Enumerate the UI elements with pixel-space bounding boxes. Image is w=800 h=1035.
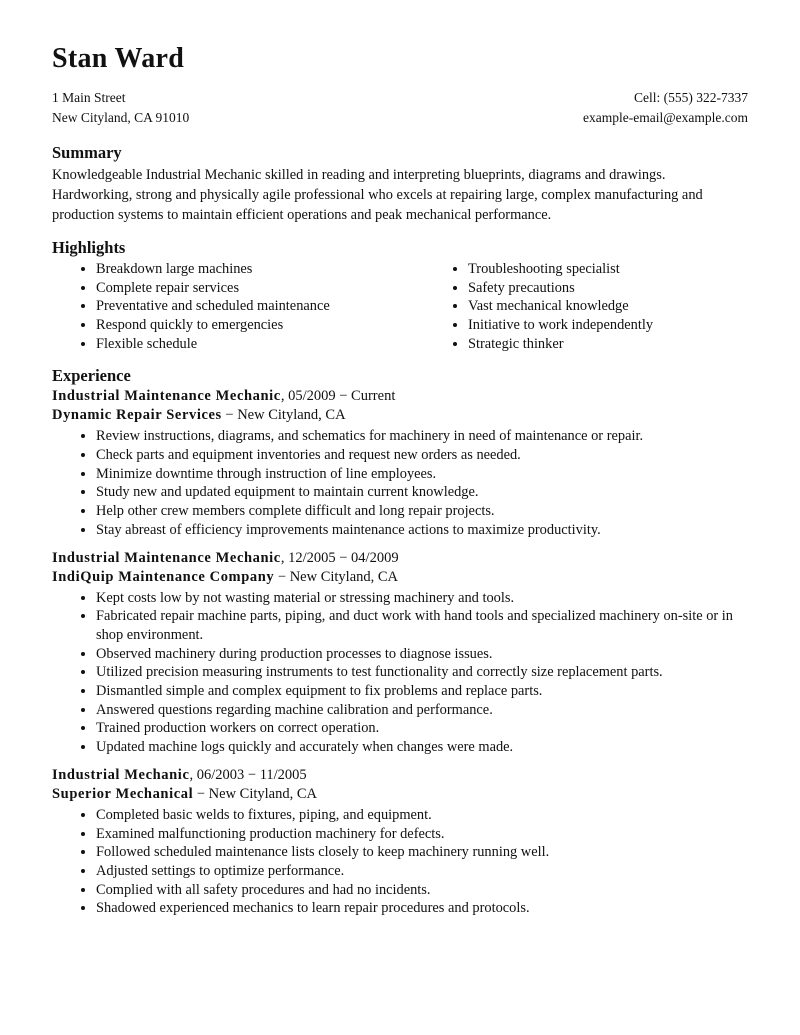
- job-dates: , 06/2003 − 11/2005: [189, 766, 307, 783]
- contact-phone-email: [583, 88, 748, 128]
- summary-heading: Summary: [52, 142, 122, 162]
- highlight-item: • Safety precautions: [468, 279, 748, 298]
- experience-bullet: • Minimize downtime through instruction of line employees.: [96, 465, 748, 484]
- address-street: 1 Main Street: [52, 89, 126, 105]
- job-company: Superior Mechanical: [52, 785, 194, 802]
- email-address: example-email@example.com: [583, 109, 748, 125]
- contact-address: [52, 88, 189, 128]
- job-dates: , 05/2009 − Current: [280, 388, 396, 405]
- job-title-line: [52, 766, 748, 785]
- experience-bullet: • Followed scheduled maintenance lists closely to keep machinery running well.: [96, 843, 748, 862]
- address-city: New Cityland, CA 91010: [52, 109, 190, 125]
- experience-heading: Experience: [52, 366, 131, 386]
- phone-number: Cell: (555) 322-7337: [634, 89, 748, 105]
- job-company-line: [52, 568, 748, 587]
- job-bullet-list: [52, 427, 748, 539]
- job-title-line: [52, 549, 748, 568]
- experience-bullet: • Examined malfunctioning production machinery for defects.: [96, 825, 748, 844]
- highlights-list-right: [424, 260, 748, 354]
- experience-bullet: • Study new and updated equipment to maintain current knowledge.: [96, 483, 748, 502]
- experience-bullet: • Answered questions regarding machine calibration and performance.: [96, 701, 748, 720]
- experience-section: [52, 366, 748, 918]
- experience-bullet: • Review instructions, diagrams, and schematics for machinery in need of maintenance or repair.: [96, 427, 748, 446]
- job-location: − New Cityland, CA: [193, 785, 318, 802]
- highlights-section: [52, 238, 748, 354]
- experience-bullet: • Check parts and equipment inventories and request new orders as needed.: [96, 446, 748, 465]
- job-bullet-list: [52, 806, 748, 918]
- job-title: Industrial Maintenance Mechanic: [52, 388, 281, 405]
- job-dates: , 12/2005 − 04/2009: [280, 549, 399, 566]
- job-bullet-list: [52, 589, 748, 757]
- experience-bullet: • Completed basic welds to fixtures, piping, and equipment.: [96, 806, 748, 825]
- job-entry: [52, 549, 748, 757]
- experience-bullet: • Stay abreast of efficiency improvements maintenance actions to maximize productivity.: [96, 521, 748, 540]
- highlights-heading: Highlights: [52, 237, 126, 257]
- highlight-item: • Preventative and scheduled maintenance: [96, 297, 424, 316]
- job-title: Industrial Mechanic: [52, 766, 190, 783]
- experience-bullet: • Updated machine logs quickly and accurately when changes were made.: [96, 738, 748, 757]
- highlight-item: • Initiative to work independently: [468, 316, 748, 335]
- highlight-item: • Breakdown large machines: [96, 260, 424, 279]
- contact-info: [52, 88, 748, 128]
- highlight-item: • Strategic thinker: [468, 335, 748, 354]
- highlight-item: • Troubleshooting specialist: [468, 260, 748, 279]
- job-title-line: [52, 387, 748, 406]
- highlight-item: • Complete repair services: [96, 279, 424, 298]
- experience-bullet: • Utilized precision measuring instruments to test functionality and correctly size replacement parts.: [96, 663, 748, 682]
- job-entry: [52, 387, 748, 539]
- job-company: Dynamic Repair Services: [52, 407, 222, 424]
- job-entry: [52, 766, 748, 918]
- job-location: − New Cityland, CA: [221, 407, 346, 424]
- experience-bullet: • Kept costs low by not wasting material or stressing machinery and tools.: [96, 589, 748, 608]
- experience-bullet: • Complied with all safety procedures and had no incidents.: [96, 881, 748, 900]
- highlight-item: • Flexible schedule: [96, 335, 424, 354]
- experience-bullet: • Dismantled simple and complex equipment to fix problems and replace parts.: [96, 682, 748, 701]
- experience-bullet: • Shadowed experienced mechanics to learn repair procedures and protocols.: [96, 899, 748, 918]
- highlights-columns: [52, 258, 748, 354]
- resume-header: [52, 44, 748, 128]
- experience-bullet: • Observed machinery during production processes to diagnose issues.: [96, 645, 748, 664]
- job-company: IndiQuip Maintenance Company: [52, 568, 275, 585]
- summary-text: Knowledgeable Industrial Mechanic skilled in reading and interpreting blueprints, diagrams and drawings. Hardworking, strong and physically agile professional who excels at repairing large, complex manufacturing and production systems to maintain efficient operations and peak mechanical performance.: [52, 166, 703, 223]
- experience-bullet: • Trained production workers on correct operation.: [96, 719, 748, 738]
- person-name: Stan Ward: [52, 43, 185, 74]
- highlight-item: • Respond quickly to emergencies: [96, 316, 424, 335]
- job-company-line: [52, 785, 748, 804]
- summary-section: [52, 143, 748, 225]
- job-location: − New Cityland, CA: [274, 568, 399, 585]
- highlights-list-left: [52, 260, 424, 354]
- job-title: Industrial Maintenance Mechanic: [52, 549, 281, 566]
- experience-bullet: • Fabricated repair machine parts, piping, and duct work with hand tools and specialized machinery on-site or in shop environment.: [96, 607, 748, 644]
- experience-bullet: • Adjusted settings to optimize performance.: [96, 862, 748, 881]
- job-company-line: [52, 406, 748, 425]
- experience-bullet: • Help other crew members complete difficult and long repair projects.: [96, 502, 748, 521]
- highlight-item: • Vast mechanical knowledge: [468, 297, 748, 316]
